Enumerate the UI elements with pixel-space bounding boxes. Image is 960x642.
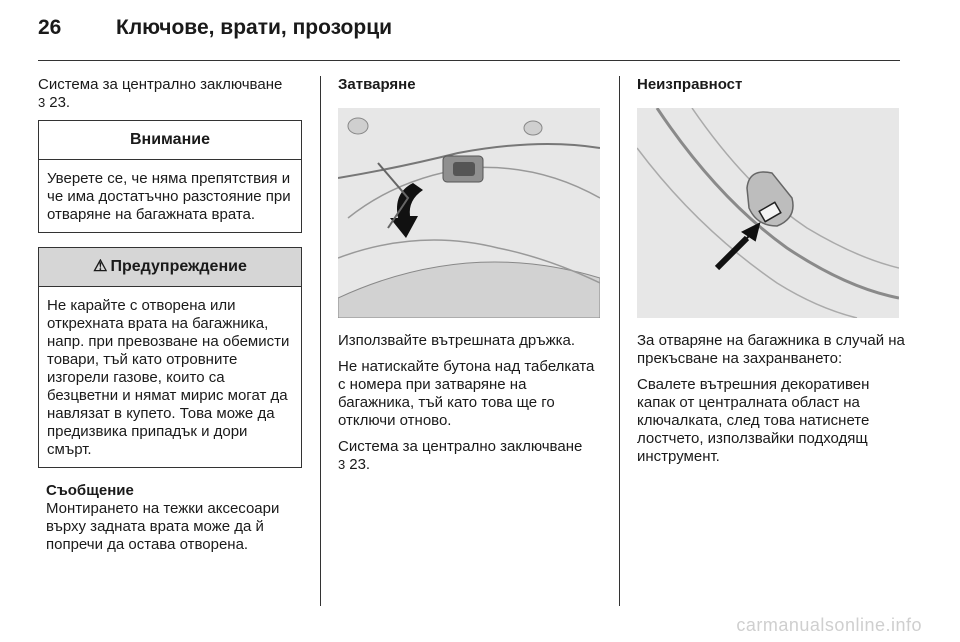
warning-title: Предупреждение — [110, 258, 247, 275]
closing-paragraph-1: Използвайте вътрешната дръжка. — [338, 332, 576, 349]
warning-triangle-icon: ⚠ — [93, 258, 108, 275]
column-divider-2 — [619, 76, 620, 606]
note-title: Съобщение — [46, 482, 134, 499]
page-header — [38, 16, 392, 48]
watermark: carmanualsonline.info — [736, 615, 922, 635]
arrow-ref-icon: 3 — [338, 457, 346, 472]
page-title: Ключове, врати, прозорци — [116, 16, 393, 39]
tailgate-handle-illustration — [338, 108, 600, 318]
column-divider-1 — [320, 76, 321, 606]
lock-lever-drawing — [637, 108, 899, 318]
page-reference[interactable]: 23. — [49, 94, 71, 111]
note-body: Монтирането на тежки аксесоари върху задната врата може да й попречи да остава отворена. — [46, 500, 280, 553]
warning-header — [39, 248, 301, 287]
warning-body: Не карайте с отворена или открехната врата на багажника, напр. при превозване на обемисти товари, тъй като отровните изгорели газове, които са безцветни и нямат мирис могат да навлязат в купето. Това може да предизвика припадък и дори смърт. — [47, 297, 290, 458]
column-2 — [338, 76, 606, 482]
malfunction-paragraph-1: За отваряне на багажника в случай на прекъсване на захранването: — [637, 332, 905, 367]
column-1 — [38, 76, 302, 554]
column-3 — [637, 76, 905, 474]
section-heading-closing: Затваряне — [338, 76, 416, 93]
malfunction-paragraph-2: Свалете вътрешния декоративен капак от централната област на ключалката, след това натиснете лостчето, използвайки подходящ инструмент. — [637, 376, 870, 465]
caution-body: Уверете се, че няма препятствия и че има достатъчно разстояние при отваряне на багажната врата. — [47, 170, 291, 223]
caution-box — [38, 120, 302, 233]
section-heading-malfunction: Неизправност — [637, 76, 743, 93]
closing-paragraph-2: Не натискайте бутона над табелката с номера при затваряне на багажника, тъй като това ще го отключи отново. — [338, 358, 595, 429]
closing-paragraph-3: Система за централно заключване 3 23. — [338, 438, 583, 473]
page-reference[interactable]: 23. — [349, 456, 371, 473]
intro-paragraph: Система за централно заключване 3 23. — [38, 76, 283, 111]
arrow-ref-icon: 3 — [38, 95, 46, 110]
lock-lever-illustration — [637, 108, 899, 318]
caution-title: Внимание — [39, 121, 301, 160]
page-number: 26 — [38, 16, 62, 39]
header-rule — [38, 60, 900, 61]
tailgate-handle-drawing — [338, 108, 600, 318]
warning-box — [38, 247, 302, 468]
